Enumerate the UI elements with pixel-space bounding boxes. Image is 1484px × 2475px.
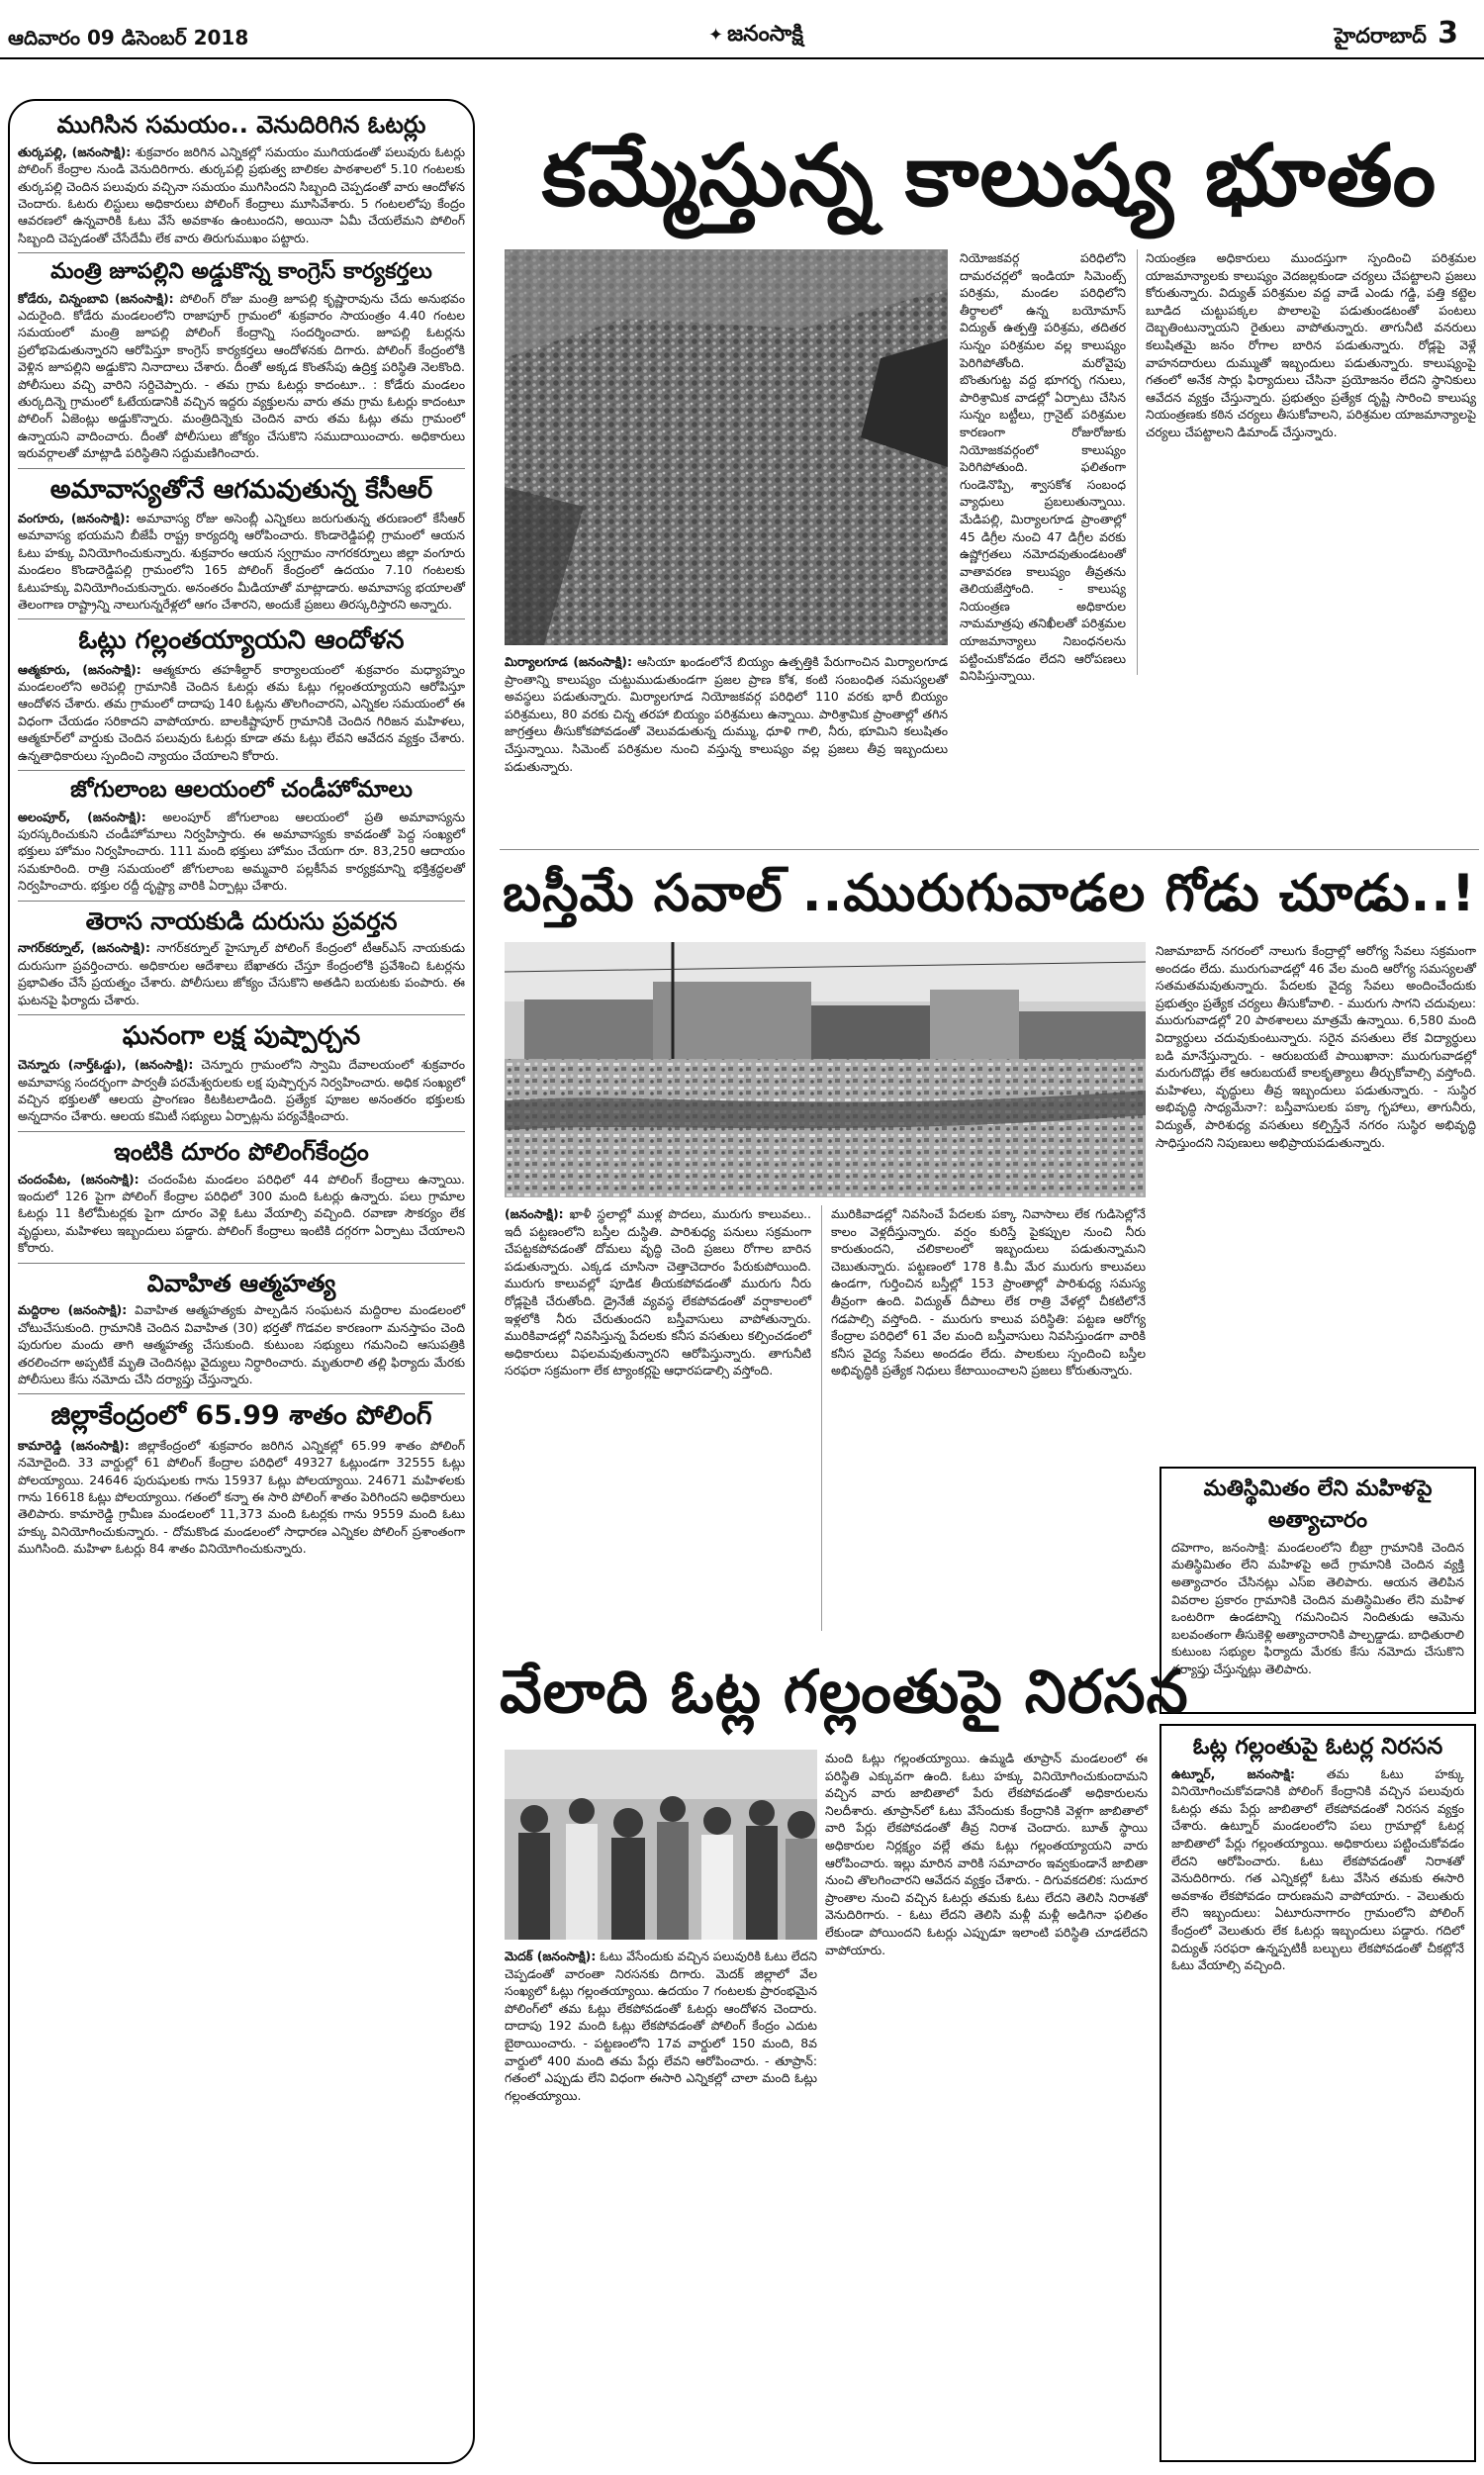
story-headline: ఓట్లు గల్లంతయ్యాయని ఆందోళన [78, 625, 405, 656]
story-headline: తెరాస నాయకుడి దురుసు ప్రవర్తన [85, 906, 398, 935]
story-headline: మంత్రి జూపల్లిని అడ్డుకొన్న కాంగ్రెస్ కార్యకర్తలు [50, 259, 432, 285]
story-dateline: మిర్యాలగూడ (జనంసాక్షి): [505, 654, 632, 669]
story-body: ఆత్మకూరు తహశీల్దార్ కార్యాలయంలో శుక్రవారం మధ్యాహ్నం మండలంలోని అరెపల్లి గ్రామానికి చెందిన ఓటర్లు తమ ఓట్లు గల్లంతయ్యాయని ఆరోపిస్తూ ఆందోళన చేశారు. తమ గ్రామంలో దాదాపు 140 ఓట్లను తొలగించారని, ఎన్నికల సమయంలో ఈ విధంగా చేయడం సరికాదని వాపోయారు. బాలకిష్టాపూర్ గ్రామానికి చెందిన గిరిజన మహిళలు, ఆత్మకూర్‌లో వార్డుకు చెందిన పలువురు ఓటర్లు కూడా తమ ఓట్లు లేవని ఆవేదన వ్యక్తం చేశారు. ఉన్నతాధికారులు స్పందించి న్యాయం చేయాలని కోరారు. [18, 661, 465, 763]
crowd-image [505, 1750, 817, 1940]
section-divider [500, 849, 1479, 850]
third-column-2: మంది ఓట్లు గల్లంతయ్యాయి. ఉమ్మడి తూప్రాన్ మండలంలో ఈ పరిస్థితి ఎక్కువగా ఉంది. ఓటు హక్కు వినియోగించుకుందామని వచ్చిన వారు జాబితాలో పేరు లేకపోవడంతో అధికారులను నిలదీశారు. తూప్రాన్‌లో ఓటు వేసేందుకు కేంద్రానికి వెళ్లగా జాబితాలో వారి పేర్లు లేకపోవడంతో తీవ్ర నిరాశ చెందారు. బూత్ స్థాయి అధికారుల నిర్లక్ష్యం వల్లే తమ ఓట్లు గల్లంతయ్యాయని వారు ఆరోపించారు. ఇల్లు మారిన వారికి సమాచారం ఇవ్వకుండానే జాబితా నుంచి తొలగించారని ఆవేదన వ్యక్తం చేశారు. - దిగువకదలిక: సుదూర ప్రాంతాల నుంచి వచ్చిన ఓటర్లు తమకు ఓటు లేదని తెలిసి నిరాశతో వెనుదిరిగారు. - ఓటు లేదని తెలిసి మళ్లీ మళ్లీ అడిగినా ఫలితం లేకుండా పోయిందని ఓటర్లు ఎప్పుడూ ఇలాంటి పరిస్థితి చూడలేదని వాపోయారు. [825, 1751, 1148, 1957]
lead-column-3: నియంత్రణ అధికారులు ముందస్తుగా స్పందించి పరిశ్రమల యాజమాన్యాలకు కాలుష్యం వెదజల్లకుండా చర్యలు చేపట్టాలని ప్రజలు కోరుతున్నారు. విద్యుత్ పరిశ్రమల వద్ద వాడే ఎండు గడ్డి, పత్తి కట్టెల బూడిద చుట్టుపక్కల పొలాలపై పడుతుండటంతో పంటలు దెబ్బతింటున్నాయని రైతులు వాపోతున్నారు. తాగునీటి వనరులు కలుషితమై జనం రోగాల బారిన పడుతున్నారు. రోడ్లపై వెళ్లే వాహనదారులు దుమ్ముతో ఇబ్బందులు పడుతున్నారు. కాలుష్యంపై గతంలో అనేక సార్లు ఫిర్యాదులు చేసినా ప్రయోజనం లేదని స్థానికులు ఆవేదన వ్యక్తం చేస్తున్నారు. ప్రభుత్వం ప్రత్యేక దృష్టి సారించి కాలుష్య నియంత్రణకు కఠిన చర్యలు తీసుకోవాలని, పరిశ్రమల యాజమాన్యాలపై చర్యలు చేపట్టాలని డిమాండ్ చేస్తున్నారు. [1146, 250, 1476, 439]
story-body: వివాహిత ఆత్మహత్యకు పాల్పడిన సంఘటన మద్దిరాల మండలంలో చోటుచేసుకుంది. గ్రామానికి చెందిన వివాహిత (30) భర్తతో గొడవల కారణంగా మనస్తాపం చెంది పురుగుల మందు తాగి ఆత్మహత్య చేసుకుంది. కుటుంబ సభ్యులు గమనించి ఆసుపత్రికి తరలించగా అప్పటికే మృతి చెందినట్లు వైద్యులు నిర్ధారించారు. మృతురాలి తల్లి ఫిర్యాదు మేరకు పోలీసులు కేసు నమోదు చేసి దర్యాప్తు చేస్తున్నారు. [18, 1302, 465, 1387]
story-body: జిల్లాకేంద్రంలో శుక్రవారం జరిగిన ఎన్నికల్లో 65.99 శాతం పోలింగ్ నమోదైంది. 33 వార్డుల్లో 61 పోలింగ్ కేంద్రాల పరిధిలో 49327 ఓట్లుండగా 32555 ఓట్లు పోలయ్యాయి. 24646 పురుషులకు గాను 15937 ఓట్లు పోలయ్యాయి. 24671 మహిళలకు గాను 16618 ఓట్లు పోలయ్యాయి. గతంలో కన్నా ఈ సారి పోలింగ్ శాతం పెరిగిందని అధికారులు తెలిపారు. కామారెడ్డి గ్రామీణ మండలంలో 11,373 మంది ఓటర్లకు గాను 9559 మంది ఓటు హక్కు వినియోగించుకున్నారు. - దోమకొండ మండలంలో సాధారణ ఎన్నికల పోలింగ్ ప్రశాంతంగా ముగిసింది. మహిళా ఓటర్లు 84 శాతం వినియోగించుకున్నారు. [18, 1437, 465, 1557]
left-story-9 [18, 1270, 465, 1388]
story-dateline: ఆత్మకూరు, (జనంసాక్షి): [18, 661, 141, 677]
left-story-10 [18, 1400, 465, 1557]
divider [18, 770, 465, 771]
logo-text: జనంసాక్షి [727, 22, 803, 47]
story-body: చెన్నూరు గ్రామంలోని స్వామి దేవాలయంలో శుక్రవారం అమావాస్య సందర్భంగా పార్వతీ పరమేశ్వరులకు లక్ష పుష్పార్చన నిర్వహించారు. అధిక సంఖ్యలో వచ్చిన భక్తులతో ఆలయ ప్రాంగణం కిటకిటలాడింది. ప్రత్యేక పూజల అనంతరం భక్తులకు అన్నదానం చేశారు. ఆలయ కమిటీ సభ్యులు ఏర్పాట్లను పర్యవేక్షించారు. [18, 1057, 465, 1124]
protest-photo [505, 1750, 817, 1940]
third-column-1 [505, 1948, 817, 2462]
box-headline: ఓట్ల గల్లంతుపై ఓటర్ల నిరసన [1192, 1734, 1443, 1760]
story-body: ఖాళీ స్థలాల్లో ముళ్ల పొదలు, మురుగు కాలువలు.. ఇదీ పట్టణంలోని బస్తీల దుస్థితి. పారిశుధ్య పనులు సక్రమంగా చేపట్టకపోవడంతో దోమలు వృద్ధి చెంది ప్రజలు రోగాల బారిన పడుతున్నారు. ఎక్కడ చూసినా చెత్తాచెదారం పేరుకుపోయింది. మురుగు కాలువల్లో పూడిక తీయకపోవడంతో మురుగు నీరు రోడ్లపైకి చేరుతోంది. డ్రైనేజీ వ్యవస్థ లేకపోవడంతో వర్షాకాలంలో ఇళ్లలోకి నీరు చేరుతుందని బస్తీవాసులు వాపోతున్నారు. మురికివాడల్లో నివసిస్తున్న పేదలకు కనీస వసతులు కల్పించడంలో అధికారులు విఫలమవుతున్నారని ఆరోపిస్తున్నారు. తాగునీటి సరఫరా సక్రమంగా లేక ట్యాంకర్లపై ఆధారపడాల్సి వస్తోంది. [505, 1206, 811, 1379]
story-dateline: చెన్నూరు (నార్త్‌ఓడ్డు), (జనంసాక్షి): [18, 1057, 194, 1073]
divider [18, 1131, 465, 1132]
story-dateline: (జనంసాక్షి): [505, 1206, 564, 1221]
story-dateline: కోడేరు, చిన్నంబావి (జనంసాక్షి): [18, 290, 174, 306]
divider [18, 1014, 465, 1015]
story-dateline: వంగూరు, (జనంసాక్షి): [18, 510, 131, 525]
left-story-4 [18, 625, 465, 764]
slum-drain-image [505, 942, 1146, 1197]
edition-city: హైదరాబాద్ [1334, 24, 1427, 48]
story-body: ఓటు వేసేందుకు వచ్చిన పలువురికి ఓటు లేదని చెప్పడంతో వారంతా నిరసనకు దిగారు. మెదక్ జిల్లాలో వేల సంఖ్యలో ఓట్లు గల్లంతయ్యాయి. ఉదయం 7 గంటలకు ప్రారంభమైన పోలింగ్‌లో తమ ఓట్లు లేకపోవడంతో ఓటర్లు ఆందోళన చెందారు. దాదాపు 192 మంది ఓట్లు లేకపోవడంతో పోలింగ్ కేంద్రం ఎదుట బైఠాయించారు. - పట్టణంలోని 17వ వార్డులో 150 మంది, 8వ వార్డులో 400 మంది తమ పేర్లు లేవని ఆరోపించారు. - తూప్రాన్: గతంలో ఎప్పుడు లేని విధంగా ఈసారి ఎన్నికల్లో చాలా మంది ఓట్లు గల్లంతయ్యాయి. [505, 1949, 817, 2103]
story-dateline: ఉట్నూర్, జనంసాక్షి: [1171, 1765, 1295, 1781]
second-headline: బస్తీమే సవాల్ ..మురుగువాడల గోడు చూడు..! [503, 864, 1476, 923]
story-headline: ఘనంగా లక్ష పుష్పార్చన [122, 1020, 361, 1051]
story-body: పోలింగ్ రోజు మంత్రి జూపల్లి కృష్ణారావును చేదు అనుభవం ఎదురైంది. కోడేరు మండలంలోని రాజాపూర్ గ్రామంలో శుక్రవారం సాయంత్రం 4.40 గంటల సమయంలో మంత్రి జూపల్లి పోలింగ్ కేంద్రాన్ని సందర్శించారు. జూపల్లి ఓటర్లను ప్రలోభపెడుతున్నారని ఆరోపిస్తూ కాంగ్రెస్ కార్యకర్తలు ఆందోళనకు దిగారు. పోలింగ్ కేంద్రంలోకి వెళ్లిన జూపల్లిని అడ్డుకొని నినాదాలు చేశారు. దీంతో అక్కడ కొంతసేపు ఉద్రిక్త పరిస్థితి నెలకొంది. పోలీసులు వచ్చి వారిని సర్దిచెప్పారు. - తమ గ్రామ ఓటర్లు కాదంటూ.. : కోడేరు మండలం తుర్కదిన్నె గ్రామంలో ఓటేయడానికి వచ్చిన ఇద్దరు వ్యక్తులను వారు తమ గ్రామ ఓటర్లు కాదంటూ పోలింగ్ ఏజెంట్లు అడ్డుకొన్నారు. మంత్రిదిన్నెకు చెందిన వారు తమ ఓట్లు తమ గ్రామంలో ఉన్నాయని వాదించారు. దీంతో పోలీసులు జోక్యం చేసుకొని సముదాయించారు. అధికారులు ఇరువర్గాలతో మాట్లాడి పరిస్థితిని సద్దుమణిగించారు. [18, 290, 465, 461]
story-headline: అమావాస్యతోనే ఆగమవుతున్న కేసీఆర్ [49, 474, 433, 505]
story-headline: జిల్లాకేంద్రంలో 65.99 శాతం పోలింగ్ [50, 1400, 432, 1432]
divider [18, 901, 465, 902]
divider [18, 252, 465, 253]
second-column-2: మురికివాడల్లో నివసించే పేదలకు పక్కా నివాసాలు లేక గుడిసెల్లోనే కాలం వెళ్లదీస్తున్నారు. వర్షం కురిస్తే పైకప్పుల నుంచి నీరు కారుతుందని, చలికాలంలో ఇబ్బందులు పడుతున్నామని చెబుతున్నారు. పట్టణంలో 178 కి.మీ మేర మురుగు కాలువలు ఉండగా, గుర్తించిన బస్తీల్లో 153 ప్రాంతాల్లో పారిశుధ్య సమస్య తీవ్రంగా ఉంది. విద్యుత్ దీపాలు లేక రాత్రి వేళల్లో చీకటిలోనే గడపాల్సి వస్తోంది. - మురుగు కాలువ పరిస్థితి: పట్టణ ఆరోగ్య కేంద్రాల పరిధిలో 61 వేల మంది బస్తీవాసులు నివసిస్తుండగా వారికి కనీస వైద్య సేవలు అందడం లేదు. పాలకులు స్పందించి బస్తీల అభివృద్ధికి ప్రత్యేక నిధులు కేటాయించాలని ప్రజలు కోరుతున్నారు. [831, 1206, 1146, 1379]
divider [18, 468, 465, 469]
box-body [1171, 1765, 1464, 2419]
box-headline-line2: అత్యాచారం [1267, 1508, 1368, 1534]
left-story-8 [18, 1138, 465, 1257]
story-body: ఆసియా ఖండంలోనే బియ్యం ఉత్పత్తికి పేరుగాంచిన మిర్యాలగూడ ప్రాంతాన్ని కాలుష్యం చుట్టుముడుతుండగా ప్రజల ప్రాణ కోశ, కంటి సంబంధిత సమస్యలతో అవస్థలు పడుతున్నారు. మిర్యాలగూడ నియోజకవర్గ పరిధిలో 110 వరకు భారీ బియ్యం పరిశ్రమలు, 80 వరకు చిన్న తరహా బియ్యం పరిశ్రమలు ఉన్నాయి. పారిశ్రామిక ప్రాంతాల్లో తగిన జాగ్రత్తలు తీసుకోకపోవడంతో వెలువడుతున్న దుమ్ము, ధూళి గాలి, నీరు, భూమిని కలుషితం చేస్తున్నాయి. సిమెంట్ పరిశ్రమల నుంచి వస్తున్న కాలుష్యం వల్ల ప్రజలు తీవ్ర ఇబ్బందులు పడుతున్నారు. [505, 654, 948, 774]
crime-news-box [1159, 1467, 1476, 1714]
second-column-3: నిజామాబాద్ నగరంలో నాలుగు కేంద్రాల్లో ఆరోగ్య సేవలు సక్రమంగా అందడం లేదు. మురుగువాడల్లో 46 వేల మంది ఆరోగ్య సమస్యలతో సతమతమవుతున్నారు. పేదలకు వైద్య సేవలు అందించేందుకు ప్రభుత్వం ప్రత్యేక చర్యలు తీసుకోవాలి. - మురుగు సాగని చదువులు: మురుగువాడల్లో 20 పాఠశాలలు మాత్రమే ఉన్నాయి. 6,580 మంది విద్యార్థులు చదువుకుంటున్నారు. సరైన వసతులు లేక విద్యార్థులు బడి మానేస్తున్నారు. - ఆరుబయటే పాయిఖానా: మురుగువాడల్లో మరుగుదొడ్లు లేక ఆరుబయటే కాలకృత్యాలు తీర్చుకోవాల్సి వస్తోంది. మహిళలు, వృద్ధులు తీవ్ర ఇబ్బందులు పడుతున్నారు. - సుస్థిర అభివృద్ధి సాధ్యమేనా?: బస్తీవాసులకు పక్కా గృహాలు, తాగునీరు, విద్యుత్, పారిశుధ్య వసతులు కల్పిస్తేనే నగరం సుస్థిర అభివృద్ధి సాధిస్తుందని నిపుణులు అభిప్రాయపడుతున్నారు. [1156, 943, 1476, 1150]
story-headline: ముగిసిన సమయం.. వెనుదిరిగిన ఓటర్లు [56, 111, 426, 139]
story-body: చందంపేట మండలం పరిధిలో 44 పోలింగ్ కేంద్రాలు ఉన్నాయి. ఇందులో 126 పైగా పోలింగ్ కేంద్రాల పరిధిలో 300 మంది ఓటర్లు ఉన్నారు. పలు గ్రామాల ఓటర్లు 11 కిలోమీటర్లకు పైగా దూరం వెళ్లి ఓటు వేయాల్సి వచ్చింది. రవాణా సౌకర్యం లేక వృద్ధులు, మహిళలు ఇబ్బందులు పడ్డారు. పోలింగ్ కేంద్రాలు ఇంటికి దగ్గరగా ఏర్పాటు చేయాలని కోరారు. [18, 1171, 465, 1256]
story-dateline: మెదక్ (జనంసాక్షి): [505, 1949, 597, 1963]
story-body: నాగర్‌కర్నూల్ హైస్కూల్ పోలింగ్ కేంద్రంలో టీఆర్ఎస్ నాయకుడు దురుసుగా ప్రవర్తించారు. అధికారుల ఆదేశాలు బేఖాతరు చేస్తూ కేంద్రంలోకి ప్రవేశించి ఓటర్లను ప్రభావితం చేసే ప్రయత్నం చేశారు. పోలీసులు జోక్యం చేసుకొని అతడిని బయటకు పంపారు. ఈ ఘటనపై ఫిర్యాదు చేశారు. [18, 940, 465, 1007]
story-headline: ఇంటికి దూరం పోలింగ్‌కేంద్రం [114, 1137, 369, 1166]
divider [18, 1393, 465, 1394]
left-story-3 [18, 475, 465, 614]
left-story-7 [18, 1021, 465, 1125]
second-column-1 [505, 1205, 811, 1631]
story-body: అలంపూర్ జోగులాంబ ఆలయంలో ప్రతి అమావాస్యను పురస్కరించుకుని చండీహోమాలు నిర్వహిస్తారు. ఈ అమావాస్యకు కావడంతో పెద్ద సంఖ్యలో భక్తులు హోమం నిర్వహించారు. 111 మంది భక్తులు హోమం చేయగా రూ. 83,250 ఆదాయం సమకూరింది. రాత్రి సమయంలో జోగులాంబ అమ్మవారి పల్లకీసేవ కార్యక్రమాన్ని భక్తిశ్రద్ధలతో నిర్వహించారు. భక్తుల రద్దీ దృష్ట్యా వారికి ఏర్పాట్లు చేశారు. [18, 809, 465, 894]
lead-photo [505, 249, 948, 645]
masthead-rule [0, 57, 1484, 59]
lead-column-2: నియోజకవర్గ పరిధిలోని దామరచర్లలో ఇండియా సిమెంట్స్ పరిశ్రమ, మండల పరిధిలోని తీర్థాలలో ఉన్న బయోమాస్ విద్యుత్ ఉత్పత్తి పరిశ్రమ, తదితర సున్నం పరిశ్రమల వల్ల కాలుష్యం పెరిగిపోతోంది. మరోవైపు బొంతుగుట్ట వద్ద భూగర్భ గనులు, పారిశ్రామిక వాడల్లో ఏర్పాటు చేసిన సున్నం బట్టీలు, గ్రానైట్ పరిశ్రమల కారణంగా రోజురోజుకు నియోజకవర్గంలో కాలుష్యం పెరిగిపోతుంది. ఫలితంగా గుండెనొప్పి, శ్వాసకోశ సంబంధ వ్యాధులు ప్రబలుతున్నాయి. మేడిపల్లి, మిర్యాలగూడ ప్రాంతాల్లో 45 డిగ్రీల నుంచి 47 డిగ్రీల వరకు ఉష్ణోగ్రతలు నమోదవుతుండటంతో వాతావరణ కాలుష్యం తీవ్రతను తెలియజేస్తోంది. - కాలుష్య నియంత్రణ అధికారుల నామమాత్రపు తనిఖీలతో పరిశ్రమల యాజమాన్యాలు నిబంధనలను పట్టించుకోవడం లేదని ఆరోపణలు వినిపిస్తున్నాయి. [960, 250, 1126, 684]
slum-photo [505, 942, 1146, 1197]
left-story-6 [18, 907, 465, 1008]
story-dateline: చందంపేట, (జనంసాక్షి): [18, 1171, 139, 1187]
newspaper-logo [708, 22, 803, 51]
left-story-1 [18, 111, 465, 246]
lead-column-1 [505, 653, 948, 843]
story-headline: జోగులాంబ ఆలయంలో చండీహోమాలు [70, 776, 413, 803]
story-headline: వివాహిత ఆత్మహత్య [146, 1269, 336, 1297]
column-rule [821, 1205, 822, 1631]
left-story-2 [18, 259, 465, 461]
story-dateline: తుర్కపల్లి, (జనంసాక్షి): [18, 143, 132, 159]
voter-protest-box [1159, 1724, 1476, 2462]
pollution-rubble-image [505, 249, 948, 645]
page-number: 3 [1438, 16, 1458, 50]
divider [18, 1263, 465, 1264]
story-body: శుక్రవారం జరిగిన ఎన్నికల్లో సమయం ముగియడంతో పలువురు ఓటర్లు పోలింగ్ కేంద్రాల నుండి వెనుదిరిగారు. తుర్కపల్లి ప్రభుత్వ బాలికల పాఠశాలలో 5.10 గంటలకు తుర్కపల్లి చెందిన పలువురు వచ్చినా సమయం ముగిసిందని సిబ్బంది చెప్పడంతో వారు ఆందోళన చెందారు. ఓటరు లిస్టులు అధికారులు పోలింగ్ కేంద్రాలు మూసివేశారు. 5 గంటలలోపు కేంద్రం ఆవరణలో ఉన్నవారికి ఓటు వేసే అవకాశం ఉంటుందని, అయినా ఏమీ చేయలేమని పోలింగ్ సిబ్బంది చెప్పడంతో చేసేదేమీ లేక వారు తిరుగుముఖం పట్టారు. [18, 143, 465, 245]
story-dateline: మద్దిరాల (జనంసాక్షి): [18, 1302, 128, 1318]
box-body: దహెగాం, జనంసాక్షి: మండలంలోని బీబ్రా గ్రామానికి చెందిన మతిస్థిమితం లేని మహిళపై అదే గ్రామానికి చెందిన వ్యక్తి అత్యాచారం చేసినట్లు ఎస్‌ఐ తెలిపారు. ఆయన తెలిపిన వివరాల ప్రకారం గ్రామానికి చెందిన మతిస్థిమితం లేని మహిళ ఒంటరిగా ఉండటాన్ని గమనించిన నిందితుడు ఆమెను బలవంతంగా తీసుకెళ్లి అత్యాచారానికి పాల్పడ్డాడు. బాధితురాలి కుటుంబ సభ్యుల ఫిర్యాదు మేరకు కేసు నమోదు చేసుకొని దర్యాప్తు చేస్తున్నట్లు తెలిపారు. [1171, 1539, 1464, 1676]
left-story-5 [18, 777, 465, 895]
story-body: తమ ఓటు హక్కు వినియోగించుకోవడానికి పోలింగ్ కేంద్రానికి వచ్చిన పలువురు ఓటర్లు తమ పేర్లు జాబితాలో లేకపోవడంతో నిరసన వ్యక్తం చేశారు. ఉట్నూర్ మండలంలోని పలు గ్రామాల్లో ఓటర్ల జాబితాలో పేర్లు గల్లంతయ్యాయి. అధికారులు పట్టించుకోవడం లేదని ఆరోపించారు. ఓటు లేకపోవడంతో నిరాశతో వెనుదిరిగారు. గత ఎన్నికల్లో ఓటు వేసిన తమకు ఈసారి అవకాశం లేకపోవడం దారుణమని వాపోయారు. - వెలుతురు లేని ఇబ్బందులు: ఏటూరునాగారం గ్రామంలోని పోలింగ్ కేంద్రంలో వెలుతురు లేక ఓటర్లు ఇబ్బందులు పడ్డారు. గదిలో విద్యుత్ సరఫరా ఉన్నప్పటికీ బల్బులు లేకపోవడంతో చీకట్లోనే ఓటు వేయాల్సి వచ్చింది. [1171, 1765, 1464, 1973]
left-news-column [8, 99, 475, 2464]
story-body: అమావాస్య రోజు అసెంబ్లీ ఎన్నికలు జరుగుతున్న తరుణంలో కేసీఆర్ అమావాస్య భయమని బీజేపీ రాష్ట్ర కార్యదర్శి ఆరోపించారు. కొండారెడ్డిపల్లి గ్రామంలో ఆయన ఓటు హక్కు వినియోగించుకున్నారు. శుక్రవారం ఆయన స్వగ్రామం నాగరకర్నూలు జిల్లా వంగూరు మండలం కొండారెడ్డిపల్లి గ్రామంలోని 165 పోలింగ్ కేంద్రంలో ఉదయం 7.10 గంటలకు ఓటుహక్కు వినియోగించుకున్నారు. అనంతరం మీడియాతో మాట్లాడారు. అమావాస్య భయాలతో తెలంగాణ రాష్ట్రాన్ని నాలుగున్నరేళ్లలో ఆగం చేశారని, అందుకే ప్రజలు తిరస్కరిస్తారని అన్నారు. [18, 510, 466, 612]
column-rule [1137, 249, 1138, 675]
edition-date: ఆదివారం 09 డిసెంబర్ 2018 [8, 26, 249, 49]
lead-headline: కమ్మేస్తున్న కాలుష్య భూతం [541, 127, 1438, 226]
bird-icon: ✦ [708, 25, 724, 46]
box-headline: మతిస్థిమితం లేని మహిళపై [1203, 1476, 1433, 1501]
lead-column-2b [960, 683, 1126, 843]
story-dateline: నాగర్‌కర్నూల్, (జనంసాక్షి): [18, 940, 150, 956]
third-headline: వేలాది ఓట్ల గల్లంతుపై నిరసన [500, 1658, 1189, 1727]
story-dateline: కామారెడ్డి (జనంసాక్షి): [18, 1437, 130, 1453]
story-dateline: అలంపూర్, (జనంసాక్షి): [18, 809, 146, 824]
